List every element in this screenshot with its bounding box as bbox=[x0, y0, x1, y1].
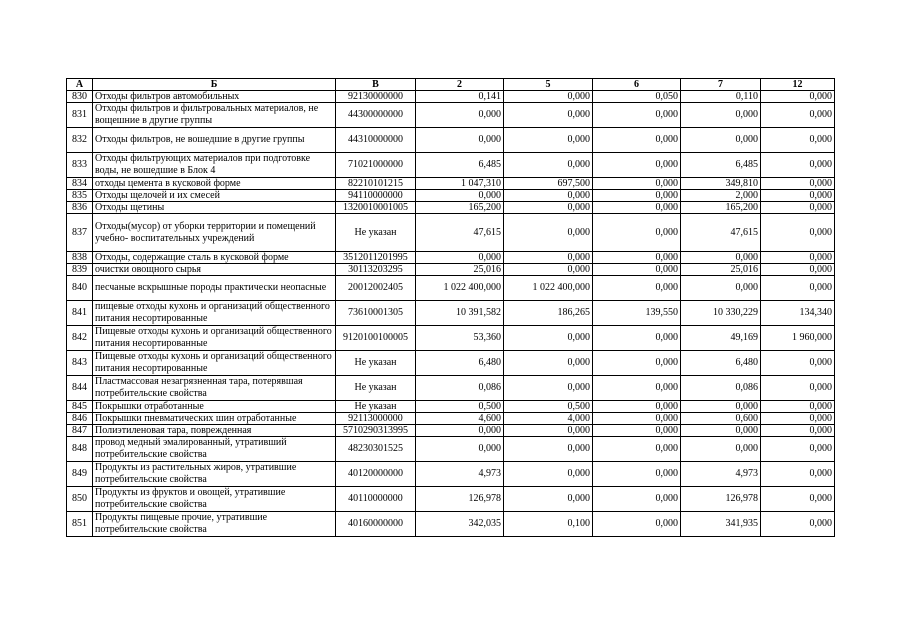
value-cell: 0,000 bbox=[593, 351, 681, 376]
value-cell: 0,000 bbox=[504, 462, 593, 487]
waste-name: Пластмассовая незагрязненная тара, потерявшая потребительские свойства bbox=[93, 376, 336, 401]
row-number: 837 bbox=[67, 214, 93, 252]
value-cell: 0,000 bbox=[681, 128, 761, 153]
value-cell: 6,480 bbox=[416, 351, 504, 376]
value-cell: 0,000 bbox=[416, 425, 504, 437]
value-cell: 0,000 bbox=[681, 276, 761, 301]
row-number: 842 bbox=[67, 326, 93, 351]
waste-name: очистки овощного сырья bbox=[93, 264, 336, 276]
value-cell: 4,000 bbox=[504, 413, 593, 425]
value-cell: 0,110 bbox=[681, 91, 761, 103]
value-cell: 0,000 bbox=[681, 252, 761, 264]
value-cell: 0,000 bbox=[593, 487, 681, 512]
value-cell: 139,550 bbox=[593, 301, 681, 326]
waste-code: Не указан bbox=[336, 214, 416, 252]
value-cell: 0,000 bbox=[593, 326, 681, 351]
table-row bbox=[67, 401, 835, 413]
value-cell: 0,000 bbox=[681, 401, 761, 413]
waste-name: Продукты из фруктов и овощей, утратившие потребительские свойства bbox=[93, 487, 336, 512]
table-row bbox=[67, 462, 835, 487]
table-row bbox=[67, 178, 835, 190]
row-number: 846 bbox=[67, 413, 93, 425]
waste-name: Отходы фильтров автомобильных bbox=[93, 91, 336, 103]
table-row bbox=[67, 425, 835, 437]
value-cell: 0,000 bbox=[504, 128, 593, 153]
value-cell: 25,016 bbox=[416, 264, 504, 276]
waste-code: 3512011201995 bbox=[336, 252, 416, 264]
table-row bbox=[67, 214, 835, 252]
value-cell: 0,000 bbox=[593, 276, 681, 301]
waste-name: Пищевые отходы кухонь и организаций общественного питания несортированные bbox=[93, 326, 336, 351]
value-cell: 47,615 bbox=[416, 214, 504, 252]
header-row bbox=[67, 79, 835, 91]
value-cell: 0,000 bbox=[593, 264, 681, 276]
waste-code: 44310000000 bbox=[336, 128, 416, 153]
value-cell: 0,000 bbox=[761, 214, 835, 252]
value-cell: 126,978 bbox=[681, 487, 761, 512]
waste-code: 44300000000 bbox=[336, 103, 416, 128]
value-cell: 0,000 bbox=[504, 264, 593, 276]
row-number: 836 bbox=[67, 202, 93, 214]
value-cell: 47,615 bbox=[681, 214, 761, 252]
row-number: 835 bbox=[67, 190, 93, 202]
value-cell: 0,000 bbox=[761, 153, 835, 178]
waste-name: Отходы фильтров, не вошедшие в другие группы bbox=[93, 128, 336, 153]
table-row bbox=[67, 91, 835, 103]
value-cell: 10 391,582 bbox=[416, 301, 504, 326]
waste-name: Продукты из растительных жиров, утратившие потребительские свойства bbox=[93, 462, 336, 487]
value-cell: 0,000 bbox=[504, 252, 593, 264]
value-cell: 0,600 bbox=[681, 413, 761, 425]
value-cell: 0,086 bbox=[681, 376, 761, 401]
row-number: 830 bbox=[67, 91, 93, 103]
value-cell: 165,200 bbox=[681, 202, 761, 214]
value-cell: 0,000 bbox=[504, 487, 593, 512]
waste-name: Продукты пищевые прочие, утратившие потребительские свойства bbox=[93, 512, 336, 537]
row-number: 839 bbox=[67, 264, 93, 276]
value-cell: 697,500 bbox=[504, 178, 593, 190]
table-row bbox=[67, 202, 835, 214]
waste-code: 1320010001005 bbox=[336, 202, 416, 214]
value-cell: 0,141 bbox=[416, 91, 504, 103]
waste-name: песчаные вскрышные породы практически неопасные bbox=[93, 276, 336, 301]
value-cell: 49,169 bbox=[681, 326, 761, 351]
waste-name: Отходы, содержащие сталь в кусковой форме bbox=[93, 252, 336, 264]
value-cell: 0,000 bbox=[416, 252, 504, 264]
value-cell: 0,000 bbox=[504, 437, 593, 462]
waste-name: пищевые отходы кухонь и организаций общественного питания несортированные bbox=[93, 301, 336, 326]
value-cell: 0,500 bbox=[504, 401, 593, 413]
waste-code: 92113000000 bbox=[336, 413, 416, 425]
row-number: 844 bbox=[67, 376, 93, 401]
value-cell: 0,000 bbox=[416, 103, 504, 128]
value-cell: 0,000 bbox=[593, 128, 681, 153]
value-cell: 0,000 bbox=[504, 425, 593, 437]
value-cell: 0,000 bbox=[761, 413, 835, 425]
value-cell: 0,000 bbox=[761, 401, 835, 413]
value-cell: 0,500 bbox=[416, 401, 504, 413]
value-cell: 0,000 bbox=[504, 91, 593, 103]
row-number: 845 bbox=[67, 401, 93, 413]
value-cell: 0,000 bbox=[761, 487, 835, 512]
waste-name: провод медный эмалированный, утративший потребительские свойства bbox=[93, 437, 336, 462]
table-body bbox=[67, 91, 835, 537]
value-cell: 25,016 bbox=[681, 264, 761, 276]
value-cell: 10 330,229 bbox=[681, 301, 761, 326]
row-number: 843 bbox=[67, 351, 93, 376]
waste-code: 94110000000 bbox=[336, 190, 416, 202]
waste-code: 92130000000 bbox=[336, 91, 416, 103]
value-cell: 0,000 bbox=[761, 190, 835, 202]
waste-code: 30113203295 bbox=[336, 264, 416, 276]
value-cell: 1 022 400,000 bbox=[416, 276, 504, 301]
value-cell: 0,000 bbox=[504, 326, 593, 351]
waste-code: 40110000000 bbox=[336, 487, 416, 512]
header-cell: 6 bbox=[593, 79, 681, 91]
waste-name: отходы цемента в кусковой форме bbox=[93, 178, 336, 190]
header-cell: 7 bbox=[681, 79, 761, 91]
table-row bbox=[67, 128, 835, 153]
header-cell: 5 bbox=[504, 79, 593, 91]
value-cell: 0,000 bbox=[504, 153, 593, 178]
waste-code: 9120100100005 bbox=[336, 326, 416, 351]
value-cell: 0,000 bbox=[593, 401, 681, 413]
value-cell: 4,973 bbox=[681, 462, 761, 487]
table-row bbox=[67, 413, 835, 425]
row-number: 848 bbox=[67, 437, 93, 462]
value-cell: 2,000 bbox=[681, 190, 761, 202]
value-cell: 0,000 bbox=[761, 178, 835, 190]
row-number: 850 bbox=[67, 487, 93, 512]
waste-name: Покрышки пневматических шин отработанные bbox=[93, 413, 336, 425]
waste-name: Пищевые отходы кухонь и организаций общественного питания несортированные bbox=[93, 351, 336, 376]
table-row bbox=[67, 351, 835, 376]
value-cell: 0,000 bbox=[761, 351, 835, 376]
header-cell: 2 bbox=[416, 79, 504, 91]
header-cell: Б bbox=[93, 79, 336, 91]
value-cell: 0,000 bbox=[681, 103, 761, 128]
value-cell: 1 047,310 bbox=[416, 178, 504, 190]
waste-name: Отходы(мусор) от уборки территории и помещений учебно- воспитательных учреждений bbox=[93, 214, 336, 252]
row-number: 833 bbox=[67, 153, 93, 178]
value-cell: 0,000 bbox=[761, 276, 835, 301]
value-cell: 126,978 bbox=[416, 487, 504, 512]
value-cell: 0,000 bbox=[593, 103, 681, 128]
value-cell: 0,000 bbox=[761, 264, 835, 276]
table-row bbox=[67, 376, 835, 401]
waste-code: 5710290313995 bbox=[336, 425, 416, 437]
row-number: 849 bbox=[67, 462, 93, 487]
value-cell: 0,000 bbox=[761, 512, 835, 537]
waste-code: 82210101215 bbox=[336, 178, 416, 190]
value-cell: 0,000 bbox=[593, 413, 681, 425]
value-cell: 0,000 bbox=[593, 425, 681, 437]
value-cell: 4,600 bbox=[416, 413, 504, 425]
value-cell: 0,000 bbox=[593, 190, 681, 202]
value-cell: 0,000 bbox=[761, 425, 835, 437]
waste-name: Покрышки отработанные bbox=[93, 401, 336, 413]
table-row bbox=[67, 252, 835, 264]
value-cell: 0,086 bbox=[416, 376, 504, 401]
value-cell: 0,000 bbox=[593, 437, 681, 462]
waste-code: 40160000000 bbox=[336, 512, 416, 537]
row-number: 838 bbox=[67, 252, 93, 264]
value-cell: 0,000 bbox=[681, 437, 761, 462]
value-cell: 0,000 bbox=[416, 128, 504, 153]
value-cell: 0,000 bbox=[593, 153, 681, 178]
waste-name: Отходы фильтров и фильтровальных материалов, не вощешние в другие группы bbox=[93, 103, 336, 128]
row-number: 840 bbox=[67, 276, 93, 301]
value-cell: 6,485 bbox=[681, 153, 761, 178]
table-row bbox=[67, 301, 835, 326]
row-number: 847 bbox=[67, 425, 93, 437]
value-cell: 0,000 bbox=[593, 252, 681, 264]
value-cell: 0,000 bbox=[761, 376, 835, 401]
row-number: 841 bbox=[67, 301, 93, 326]
table-row bbox=[67, 153, 835, 178]
value-cell: 0,000 bbox=[761, 437, 835, 462]
waste-code: Не указан bbox=[336, 351, 416, 376]
waste-code: 20012002405 bbox=[336, 276, 416, 301]
table-row bbox=[67, 190, 835, 202]
table-row bbox=[67, 103, 835, 128]
table-row bbox=[67, 264, 835, 276]
value-cell: 0,000 bbox=[593, 376, 681, 401]
waste-code: 71021000000 bbox=[336, 153, 416, 178]
value-cell: 134,340 bbox=[761, 301, 835, 326]
table-row bbox=[67, 512, 835, 537]
value-cell: 0,000 bbox=[761, 103, 835, 128]
value-cell: 0,050 bbox=[593, 91, 681, 103]
value-cell: 0,000 bbox=[761, 252, 835, 264]
waste-code: 48230301525 bbox=[336, 437, 416, 462]
table-row bbox=[67, 437, 835, 462]
value-cell: 0,000 bbox=[761, 462, 835, 487]
row-number: 832 bbox=[67, 128, 93, 153]
value-cell: 1 022 400,000 bbox=[504, 276, 593, 301]
value-cell: 0,000 bbox=[504, 190, 593, 202]
value-cell: 0,000 bbox=[593, 202, 681, 214]
table-row bbox=[67, 326, 835, 351]
value-cell: 341,935 bbox=[681, 512, 761, 537]
value-cell: 6,480 bbox=[681, 351, 761, 376]
waste-name: Полиэтиленовая тара, поврежденная bbox=[93, 425, 336, 437]
waste-code: 40120000000 bbox=[336, 462, 416, 487]
value-cell: 6,485 bbox=[416, 153, 504, 178]
value-cell: 186,265 bbox=[504, 301, 593, 326]
header-cell: А bbox=[67, 79, 93, 91]
value-cell: 0,000 bbox=[681, 425, 761, 437]
table-row bbox=[67, 276, 835, 301]
value-cell: 0,000 bbox=[761, 128, 835, 153]
row-number: 834 bbox=[67, 178, 93, 190]
value-cell: 0,000 bbox=[504, 214, 593, 252]
value-cell: 0,000 bbox=[761, 202, 835, 214]
value-cell: 0,000 bbox=[593, 462, 681, 487]
table-row bbox=[67, 487, 835, 512]
value-cell: 53,360 bbox=[416, 326, 504, 351]
value-cell: 0,000 bbox=[593, 512, 681, 537]
waste-name: Отходы щелочей и их смесей bbox=[93, 190, 336, 202]
value-cell: 0,000 bbox=[416, 190, 504, 202]
waste-code: Не указан bbox=[336, 401, 416, 413]
value-cell: 0,000 bbox=[593, 214, 681, 252]
value-cell: 0,000 bbox=[504, 202, 593, 214]
value-cell: 0,000 bbox=[504, 103, 593, 128]
value-cell: 0,000 bbox=[504, 351, 593, 376]
value-cell: 1 960,000 bbox=[761, 326, 835, 351]
waste-code: Не указан bbox=[336, 376, 416, 401]
value-cell: 0,000 bbox=[416, 437, 504, 462]
value-cell: 0,100 bbox=[504, 512, 593, 537]
header-cell: В bbox=[336, 79, 416, 91]
waste-code: 73610001305 bbox=[336, 301, 416, 326]
value-cell: 0,000 bbox=[504, 376, 593, 401]
value-cell: 4,973 bbox=[416, 462, 504, 487]
value-cell: 0,000 bbox=[761, 91, 835, 103]
waste-name: Отходы щетины bbox=[93, 202, 336, 214]
value-cell: 165,200 bbox=[416, 202, 504, 214]
waste-table bbox=[66, 78, 835, 537]
header-cell: 12 bbox=[761, 79, 835, 91]
row-number: 831 bbox=[67, 103, 93, 128]
row-number: 851 bbox=[67, 512, 93, 537]
value-cell: 342,035 bbox=[416, 512, 504, 537]
value-cell: 0,000 bbox=[593, 178, 681, 190]
waste-name: Отходы фильтрующих материалов при подготовке воды, не вошедшие в Блок 4 bbox=[93, 153, 336, 178]
value-cell: 349,810 bbox=[681, 178, 761, 190]
